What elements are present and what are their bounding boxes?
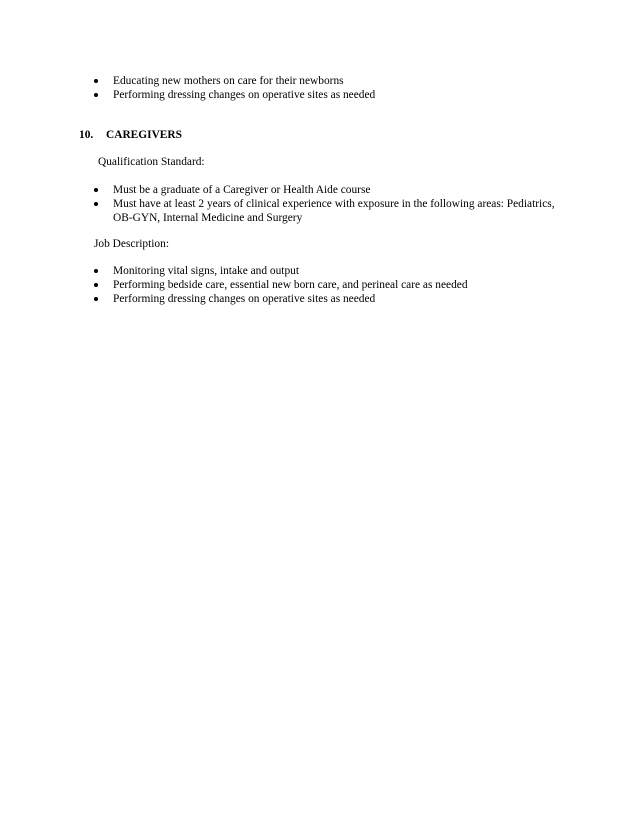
- job-description-list: [0, 264, 638, 306]
- bullet-icon: [94, 202, 98, 206]
- top-bullet-list: [0, 74, 638, 102]
- list-item: [0, 292, 638, 306]
- bullet-icon: [94, 188, 98, 192]
- qualification-label: Qualification Standard:: [98, 156, 205, 168]
- list-item: [0, 88, 638, 102]
- list-item-text: Educating new mothers on care for their newborns: [113, 75, 344, 87]
- bullet-icon: [94, 79, 98, 83]
- list-item: [0, 183, 638, 197]
- list-item-text: Must have at least 2 years of clinical experience with exposure in the following areas: Pediatrics, OB-GYN, Internal Medicine and Surgery: [113, 198, 555, 224]
- list-item-text: Performing bedside care, essential new born care, and perineal care as needed: [113, 279, 468, 291]
- list-item-text: Monitoring vital signs, intake and output: [113, 265, 300, 277]
- bullet-icon: [94, 283, 98, 287]
- list-item: [0, 74, 638, 88]
- bullet-icon: [94, 93, 98, 97]
- list-item: [0, 264, 638, 278]
- section-title: CAREGIVERS: [106, 129, 182, 141]
- job-description-label: Job Description:: [94, 238, 169, 250]
- section-heading: [79, 128, 182, 142]
- list-item: [0, 197, 638, 225]
- list-item-text: Performing dressing changes on operative sites as needed: [113, 293, 376, 305]
- qualification-list: [0, 183, 638, 225]
- list-item-text: Must be a graduate of a Caregiver or Health Aide course: [113, 184, 371, 196]
- section-number: 10.: [79, 129, 94, 141]
- bullet-icon: [94, 269, 98, 273]
- list-item: [0, 278, 638, 292]
- bullet-icon: [94, 297, 98, 301]
- list-item-text: Performing dressing changes on operative sites as needed: [113, 89, 376, 101]
